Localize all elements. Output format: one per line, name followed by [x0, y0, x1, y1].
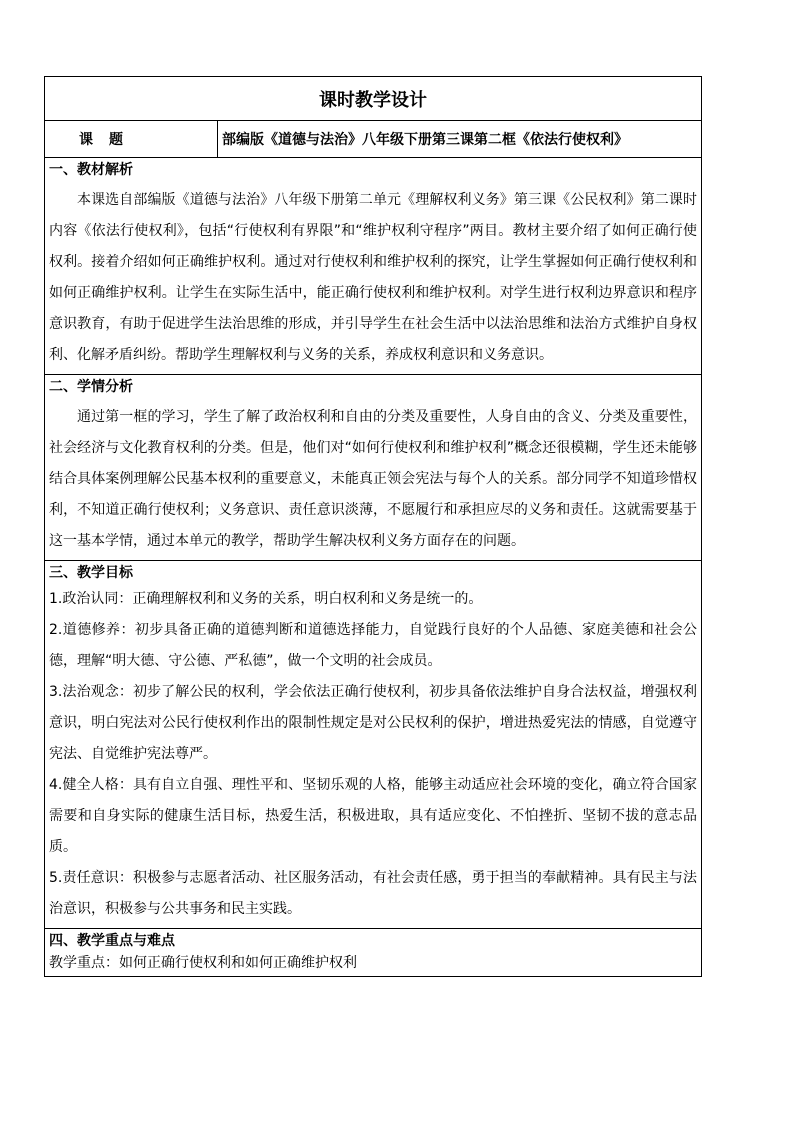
goal-item: 3.法治观念：初步了解公民的权利，学会依法正确行使权利，初步具备依法维护自身合法权益，增强权利意识，明白宪法对公民行使权利作出的限制性规定是对公民权利的保护，增进热爱宪法的情感，自觉遵守宪法、自觉维护宪法尊严。	[49, 684, 697, 762]
section-teaching-goals	[45, 560, 701, 928]
lesson-design-table	[44, 76, 702, 977]
section-heading: 四、教学重点与难点	[49, 933, 175, 949]
section-heading: 一、教材解析	[49, 162, 133, 178]
key-point-line: 教学重点：如何正确行使权利和如何正确维护权利	[49, 955, 357, 971]
section-paragraph: 本课选自部编版《道德与法治》八年级下册第二单元《理解权利义务》第三课《公民权利》第二课时内容《依法行使权利》，包括“行使权利有界限”和“维护权利守程序”两目。教材主要介绍了如何正确行使权利。接着介绍如何正确维护权利。通过对行使权利和维护权利的探究，让学生掌握如何正确行使权利和如何正确维护权利。让学生在实际生活中，能正确行使权利和维护权利。对学生进行权利边界意识和程序意识教育，有助于促进学生法治思维的形成，并引导学生在社会生活中以法治思维和法治方式维护自身权利、化解矛盾纠纷。帮助学生理解权利与义务的关系，养成权利意识和义务意识。	[49, 192, 697, 363]
section-key-points	[45, 928, 701, 976]
goal-item: 1.政治认同：正确理解权利和义务的关系，明白权利和义务是统一的。	[49, 591, 483, 607]
topic-label: 课 题	[45, 121, 218, 157]
topic-row	[45, 120, 701, 157]
document-title: 课时教学设计	[319, 89, 427, 111]
goal-item: 5.责任意识：积极参与志愿者活动、社区服务活动，有社会责任感，勇于担当的奉献精神。具有民主与法治意识，积极参与公共事务和民主实践。	[49, 870, 697, 917]
topic-value: 部编版《道德与法治》八年级下册第三课第二框《依法行使权利》	[222, 132, 628, 148]
section-paragraph: 通过第一框的学习，学生了解了政治权利和自由的分类及重要性，人身自由的含义、分类及重要性，社会经济与文化教育权利的分类。但是，他们对“如何行使权利和维护权利”概念还很模糊，学生还未能够结合具体案例理解公民基本权利的重要意义，未能真正领会宪法与每个人的关系。部分同学不知道珍惜权利，不知道正确行使权利；义务意识、责任意识淡薄，不愿履行和承担应尽的义务和责任。这就需要基于这一基本学情，通过本单元的教学，帮助学生解决权利义务方面存在的问题。	[49, 409, 697, 549]
goal-item: 4.健全人格：具有自立自强、理性平和、坚韧乐观的人格，能够主动适应社会环境的变化，确立符合国家需要和自身实际的健康生活目标，热爱生活，积极进取，具有适应变化、不怕挫折、坚韧不拔的意志品质。	[49, 777, 697, 855]
goal-item: 2.道德修养：初步具备正确的道德判断和道德选择能力，自觉践行良好的个人品德、家庭美德和社会公德，理解“明大德、守公德、严私德”，做一个文明的社会成员。	[49, 622, 697, 669]
section-textbook-analysis	[45, 157, 701, 374]
section-heading: 三、教学目标	[49, 565, 133, 581]
section-heading: 二、学情分析	[49, 379, 133, 395]
section-learner-analysis	[45, 374, 701, 560]
